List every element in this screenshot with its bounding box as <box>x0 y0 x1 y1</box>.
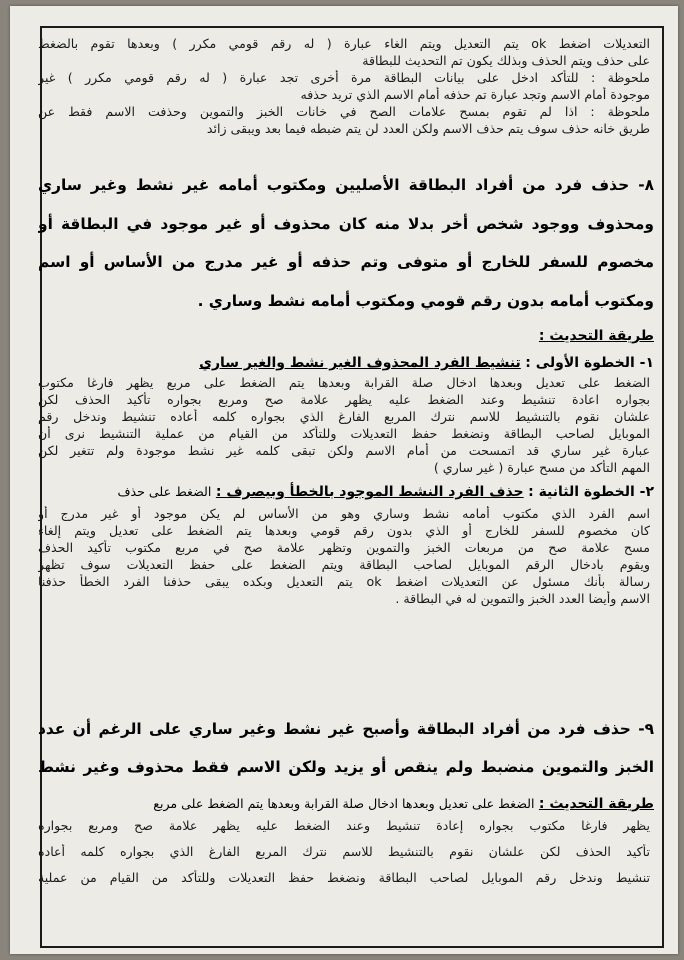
step2-line-1: اسم الفرد الذي مكتوب أمامه نشط وساري وهو من الأساس لم يكن موجود أو غير مدرج أو <box>38 506 650 521</box>
step1-line-2: بجواره اعادة تنشيط وعند الضغط عليه يظهر علامة صح ومربع بجواره تأكيد الحذف لكن <box>38 392 650 407</box>
intro-line-4: موجودة أمام الاسم وتجد عبارة تم حذفه أمام الاسم الذي تريد حذفه <box>300 87 650 102</box>
intro-note-2: ملحوظة : اذا لم تقوم بمسح علامات الصح في خانات الخبز والتموين وحذفت الاسم فقط عن <box>38 104 650 119</box>
section9-first-line: الضغط على تعديل وبعدها ادخال صلة القرابة وبعدها يتم الضغط على مربع <box>153 796 535 811</box>
step2-first-text: الضغط على حذف <box>117 484 212 499</box>
step2-line-3: مسح علامة صح من مربعات الخبز والتموين وتظهر علامة صح في مربع مكتوب تأكيد الحذف <box>38 540 650 555</box>
step2-header <box>38 482 654 502</box>
section9-line-1: يظهر فارغا مكتوب بجواره إعادة تنشيط وعند الضغط عليه يظهر علامة صح ومربع بجواره <box>38 818 650 833</box>
step2-label: ٢- الخطوة الثانية : <box>528 484 654 500</box>
section9-heading-2: الخبز والتموين منضبط ولم ينقص أو يزيد ولكن الاسم فقط محذوف وغير نشط <box>38 758 654 776</box>
step1-header <box>38 353 654 373</box>
section9-method-label: طريقة التحديث : <box>538 796 654 812</box>
step1-label: ١- الخطوة الأولى : <box>525 355 654 371</box>
step1-line-4: الموبايل لصاحب البطاقة ونضغط حفظ التعديلات وللتأكد من القيام من عملية التنشيط نرى أن <box>38 426 650 441</box>
section9-method-row <box>38 794 654 814</box>
section9-line-3: تنشيط وندخل رقم الموبايل لصاحب البطاقة ونضغط حفظ التعديلات وللتأكد من القيام من عملية <box>38 870 650 885</box>
document-sheet <box>10 6 678 954</box>
intro-line-1: التعديلات اضغط ok يتم التعديل ويتم الغاء عبارة ( له رقم قومي مكرر ) وبعدها تقوم بالضغط <box>38 36 650 51</box>
step1-line-1: الضغط على تعديل وبعدها ادخال صلة القرابة وبعدها يتم الضغط على مربع يظهر فارغا مكتوب <box>38 375 650 390</box>
section8-heading-1: ٨- حذف فرد من أفراد البطاقة الأصليين ومكتوب أمامه غير نشط وغير ساري <box>38 176 654 194</box>
intro-line-2: على حذف ويتم الحذف وبذلك يكون تم التحديث للبطاقة <box>362 53 650 68</box>
section8-heading-3: مخصوم للسفر للخارج أو متوفى وتم حذفه أو غير مدرج من الأساس أو اسم <box>38 253 654 271</box>
step1-line-6: المهم التأكد من مسح عبارة ( غير ساري ) <box>433 460 650 475</box>
section9-line-2: تأكيد الحذف لكن علشان نقوم بالتنشيط للاسم نترك المربع الفارغ الذي بجواره كلمه أعاده <box>38 844 650 859</box>
step2-line-4: ويقوم بادخال الرقم الموبايل لصاحب البطاقة ويتم الضغط على حفظ التعديلات سوف تظهر <box>38 557 650 572</box>
step1-line-5: عبارة غير ساري قد اتمسحت من أمام الاسم ولكن تبقى كلمه غير نشط موجودة ولم تتغير لكن <box>38 443 650 458</box>
step2-line-6: الاسم وأيضا العدد الخبز والتموين له في البطاقة . <box>395 591 650 606</box>
step1-line-3: علشان نقوم بالتنشيط للاسم نترك المربع الفارغ الذي بجواره كلمه أعاده تنشيط وندخل رقم <box>38 409 650 424</box>
intro-note-1: ملحوظة : للتأكد ادخل على بيانات البطاقة مرة أخرى تجد عبارة ( له رقم قومي مكرر ) غير <box>38 70 650 85</box>
section8-method-label <box>38 326 654 346</box>
step2-line-5: رسالة بأنك مسئول عن التعديلات اضغط ok يتم التعديل وبكده يبقى حذفنا الفرد الخطأ حذفنا <box>38 574 650 589</box>
step1-title: تنشيط الفرد المحذوف الغير نشط والغير ساري <box>199 355 521 371</box>
intro-line-6: طريق خانه حذف سوف يتم حذف الاسم ولكن العدد لن يتم ضبطه فيما بعد ويبقى زائد <box>206 121 650 136</box>
section8-heading-2: ومحذوف ووجود شخص أخر بدلا منه كان محذوف أو غير موجود في البطاقة أو <box>38 215 654 233</box>
step2-title: حذف الفرد النشط الموجود بالخطأ وبيصرف : <box>215 484 524 500</box>
section8-heading-4: ومكتوب أمامه بدون رقم قومي ومكتوب أمامه نشط وساري . <box>197 292 654 310</box>
section9-heading-1: ٩- حذف فرد من أفراد البطاقة وأصبح غير نشط وغير ساري على الرغم أن عدد <box>38 720 654 738</box>
method-label-text: طريقة التحديث : <box>538 328 654 344</box>
step2-line-2: كان مخصوم للسفر للخارج أو الذي بدون رقم قومي وبعدها يتم الضغط على تعديل ويتم إلغاء <box>38 523 650 538</box>
